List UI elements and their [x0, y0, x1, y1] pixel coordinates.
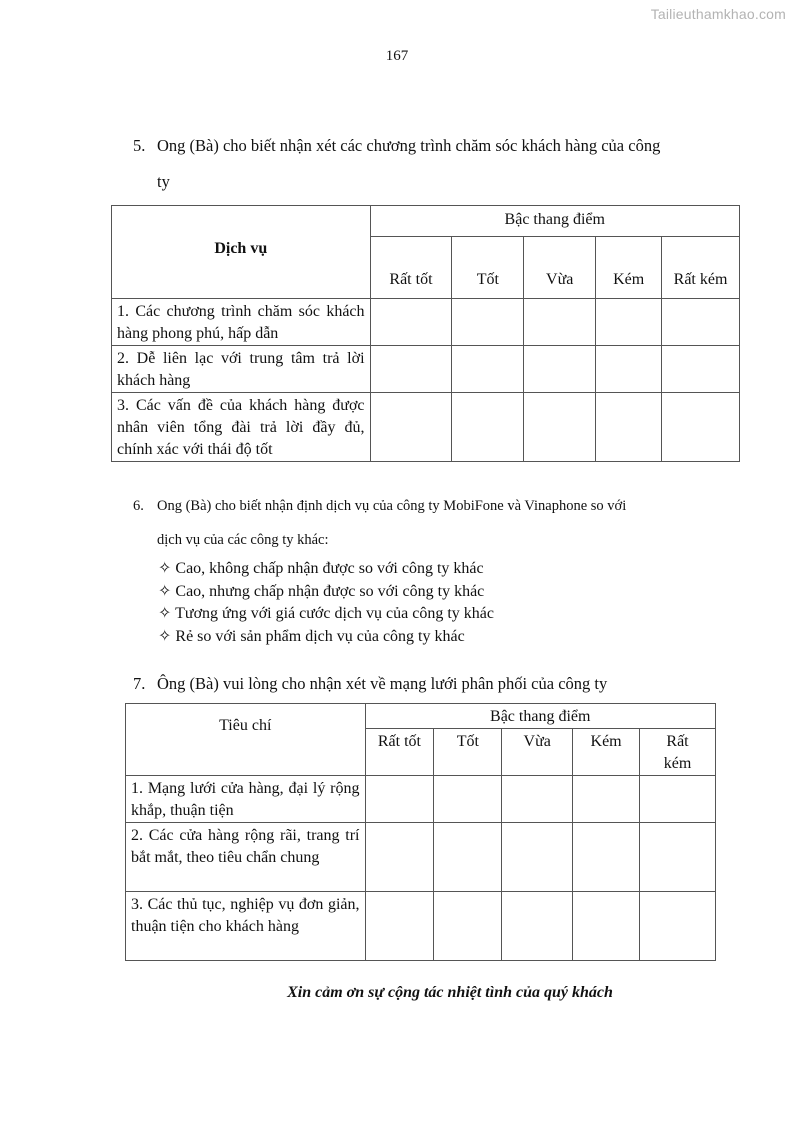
rating-cell[interactable] [370, 393, 452, 462]
rating-cell[interactable] [596, 393, 662, 462]
rating-cell[interactable] [370, 299, 452, 346]
rating-header: Rất kém [662, 237, 740, 299]
rating-header: Tốt [452, 237, 524, 299]
rating-cell[interactable] [434, 776, 502, 823]
rating-cell[interactable] [524, 299, 596, 346]
rating-cell[interactable] [524, 393, 596, 462]
row-label: 3. Các thủ tục, nghiệp vụ đơn giản, thuận tiện cho khách hàng [126, 892, 366, 961]
table-row [112, 393, 740, 462]
row-label: 2. Các cửa hàng rộng rãi, trang trí bắt mắt, theo tiêu chẩn chung [126, 823, 366, 892]
question-7-text: Ông (Bà) vui lòng cho nhận xét về mạng lưới phân phối của công ty [157, 674, 608, 693]
row-label: 1. Mạng lưới cửa hàng, đại lý rộng khắp, thuận tiện [126, 776, 366, 823]
scale-header: Bậc thang điểm [370, 206, 739, 237]
watermark: Tailieuthamkhao.com [650, 6, 786, 22]
option-item[interactable]: ✧ Tương ứng với giá cước dịch vụ của công ty khác [158, 605, 494, 622]
question-5-number: 5. [133, 136, 146, 155]
table-row [112, 299, 740, 346]
rating-cell[interactable] [370, 346, 452, 393]
diamond-bullet-icon: ✧ [158, 627, 172, 645]
option-item[interactable]: ✧ Cao, không chấp nhận được so với công ty khác [158, 560, 484, 577]
rating-cell[interactable] [434, 823, 502, 892]
question-5-text-cont: ty [157, 172, 170, 191]
rating-cell[interactable] [452, 346, 524, 393]
rating-cell[interactable] [524, 346, 596, 393]
service-header: Dịch vụ [112, 206, 371, 299]
price-options [158, 558, 494, 648]
question-6 [133, 495, 733, 517]
rating-cell[interactable] [573, 892, 640, 961]
rating-header: Rất tốt [370, 237, 452, 299]
rating-cell[interactable] [502, 823, 573, 892]
rating-cell[interactable] [452, 393, 524, 462]
question-6-text-cont: dịch vụ của các công ty khác: [157, 532, 329, 548]
rating-cell[interactable] [662, 346, 740, 393]
rating-cell[interactable] [596, 299, 662, 346]
rating-header: Tốt [434, 729, 502, 776]
rating-header: Kém [573, 729, 640, 776]
row-label: 1. Các chương trình chăm sóc khách hàng phong phú, hấp dẫn [112, 299, 371, 346]
rating-cell[interactable] [365, 776, 434, 823]
rating-cell[interactable] [573, 823, 640, 892]
rating-header: Rất tốt [365, 729, 434, 776]
question-6-number: 6. [133, 498, 144, 514]
rating-cell[interactable] [452, 299, 524, 346]
rating-header: Rất kém [640, 729, 716, 776]
table-row [126, 776, 716, 823]
rating-cell[interactable] [502, 776, 573, 823]
diamond-bullet-icon: ✧ [158, 582, 172, 600]
table-row [126, 823, 716, 892]
rating-cell[interactable] [640, 892, 716, 961]
diamond-bullet-icon: ✧ [158, 560, 172, 577]
table-row [112, 346, 740, 393]
diamond-bullet-icon: ✧ [158, 605, 172, 622]
thank-you-note: Xin cảm ơn sự cộng tác nhiệt tình của quý khách [287, 984, 613, 1001]
page-number: 167 [385, 48, 409, 64]
row-label: 2. Dễ liên lạc với trung tâm trả lời khách hàng [112, 346, 371, 393]
question-7 [133, 673, 753, 695]
option-item[interactable]: ✧ Rẻ so với sản phẩm dịch vụ của công ty khác [158, 627, 465, 645]
rating-cell[interactable] [596, 346, 662, 393]
rating-header: Kém [596, 237, 662, 299]
rating-cell[interactable] [640, 823, 716, 892]
question-6-text: Ong (Bà) cho biết nhận định dịch vụ của công ty MobiFone và Vinaphone so với [157, 498, 627, 514]
rating-header: Vừa [524, 237, 596, 299]
rating-cell[interactable] [365, 892, 434, 961]
row-label: 3. Các vấn đề của khách hàng được nhân viên tổng đài trả lời đầy đủ, chính xác với thái độ tốt [112, 393, 371, 462]
question-7-number: 7. [133, 674, 146, 693]
rating-cell[interactable] [662, 393, 740, 462]
rating-cell[interactable] [365, 823, 434, 892]
rating-cell[interactable] [640, 776, 716, 823]
rating-cell[interactable] [434, 892, 502, 961]
criteria-header: Tiêu chí [126, 704, 366, 776]
rating-header: Vừa [502, 729, 573, 776]
question-5 [133, 135, 733, 157]
rating-cell[interactable] [573, 776, 640, 823]
option-item[interactable]: ✧ Cao, nhưng chấp nhận được so với công ty khác [158, 582, 485, 600]
scale-header: Bậc thang điểm [365, 704, 716, 729]
distribution-rating-table [125, 703, 716, 961]
table-row [126, 892, 716, 961]
service-rating-table [111, 205, 740, 462]
rating-cell[interactable] [662, 299, 740, 346]
rating-cell[interactable] [502, 892, 573, 961]
question-5-text: Ong (Bà) cho biết nhận xét các chương trình chăm sóc khách hàng của công [157, 136, 661, 155]
